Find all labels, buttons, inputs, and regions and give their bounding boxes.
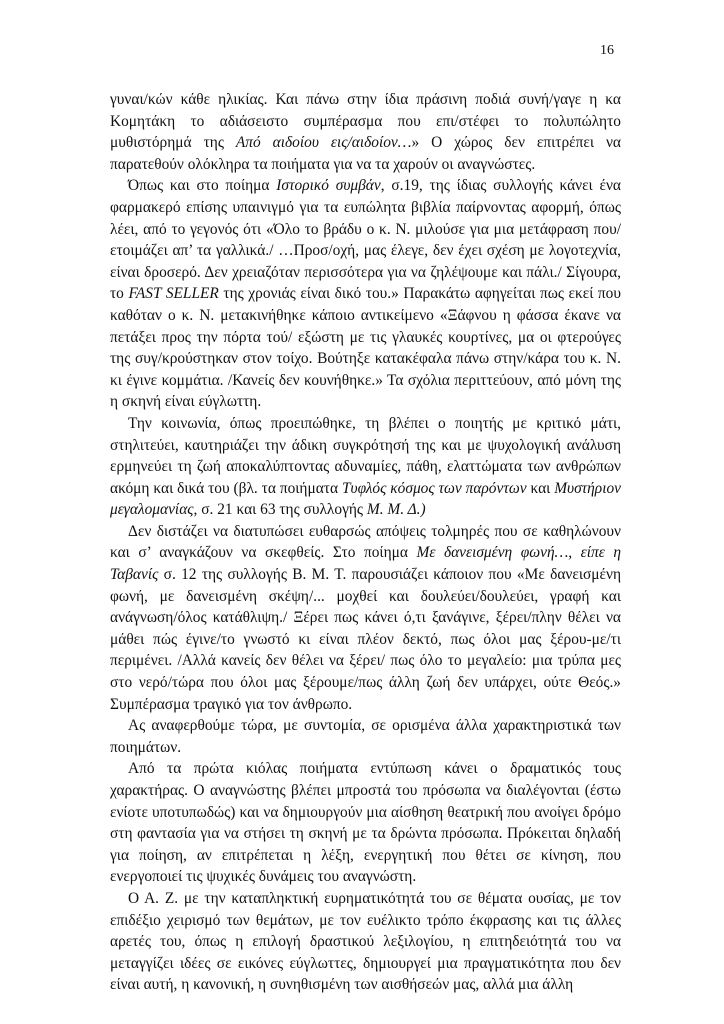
paragraph <box>110 758 621 888</box>
text-run: , σ.19, της ίδιας συλλογής κάνει ένα φαρμακερό επίσης υπαινιγμό για τα ευπώλητα βιβλία παίρνοντας αφορμή, όπως λέει, από το γεγονός ότι «Όλο το βράδυ ο κ. Ν. μιλούσε για μια μετάφραση που/ετοιμάζει απ’ τα γαλλικά./ …Προσ/οχή, μας έλεγε, δεν έχει σχέση με λογοτεχνία, είναι δροσερό. Δεν χρειαζόταν περισσότερα για να ζηλέψουμε και πάλι./ Σίγουρα, το <box>110 177 621 303</box>
text-run: Δεν διστάζει να διατυπώσει ευθαρσώς απόψεις τολμηρές που σε καθηλώνουν και σ’ αναγκάζουν να σκεφθείς. Στο ποίημα <box>110 522 621 562</box>
text-run: Την κοινωνία, όπως προειπώθηκε, τη βλέπει ο ποιητής με κριτικό μάτι, στηλιτεύει, καυτηριάζει την άδικη συγκρότησή της και με ψυχολογική ανάλυση ερμηνεύει τη ζωή αποκαλύπτοντας αδυναμίες, πάθη, ελαττώματα των ανθρώπων ακόμη και δικά του (βλ. τα ποιήματα <box>110 414 621 497</box>
text-run: , σ. 21 και 63 της συλλογής <box>193 501 367 519</box>
italic-title: Τυφλός κόσμος των παρόντων <box>341 479 527 497</box>
italic-title: Από αιδοίου εις/αιδοίον… <box>235 134 412 152</box>
paragraph <box>110 715 621 758</box>
body-text <box>110 89 621 996</box>
text-run: γυναι/κών κάθε ηλικίας. Και πάνω στην ίδια πράσινη ποδιά συνή/γαγε η κα Κομητάκη το αδιάσειστο συμπέρασμα που επι/στέφει το πολυπώλητο μυθιστόρημά της <box>110 91 621 152</box>
paragraph <box>110 89 621 175</box>
italic-title: Μ. Μ. Δ.) <box>366 501 426 519</box>
text-run: Από τα πρώτα κιόλας ποιήματα εντύπωση κάνει ο δραματικός τους χαρακτήρας. Ο αναγνώστης βλέπει μπροστά του πρόσωπα να διαλέγονται (έστω ενίοτε υποτυπωδώς) και να δημιουργούν μια αίσθηση θεατρική που ανοίγει δρόμο στη φαντασία για να στήσει τη σκηνή με τα δρώντα πρόσωπα. Πρόκειται δηλαδή για ποίηση, αν επιτρέπεται η λέξη, ενεργητική που θέτει σε κίνηση, που ενεργοποιεί τις ψυχικές δυνάμεις του αναγνώστη. <box>110 760 621 886</box>
text-run: Ας αναφερθούμε τώρα, με συντομία, σε ορισμένα άλλα χαρακτηριστικά των ποιημάτων. <box>110 717 621 756</box>
text-run: » Ο χώρος δεν επιτρέπει να παρατεθούν ολόκληρα τα ποιήματα για να τα χαρούν οι αναγνώστες. <box>110 134 622 173</box>
text-run: σ. 12 της συλλογής Β. Μ. Τ. παρουσιάζει κάποιον που «Με δανεισμένη φωνή, με δανεισμένη σκέψη/... μοχθεί και δουλεύει/δουλεύει, γραφή και ανάγνωση/όλος κατάθλιψη./ Ξέρει πως κάνει ό,τι ξανάγινε, ξέρει/πλην θέλει να μάθει πώς έγινε/το γνωστό κι είναι πλέον δεκτό, πως όλοι μας ξέρου-με/τι περιμένει. /Αλλά κανείς δεν θέλει να ξέρει/ πως όλο το μεγαλείο: μια τρύπα μες στο νερό/τώρα που όλοι μας ξέρουμε/πως άλλη ζωή δεν υπάρχει, ούτε Θεός.» Συμπέρασμα τραγικό για τον άνθρωπο. <box>110 566 621 713</box>
paragraph <box>110 888 621 996</box>
italic-title: FAST SELLER <box>128 285 219 303</box>
paragraph <box>110 175 621 413</box>
text-run: Ο Α. Ζ. με την καταπληκτική ευρηματικότητά του σε θέματα ουσίας, με τον επιδέξιο χειρισμό των θεμάτων, με τον ευέλικτο τρόπο έκφρασης και τις άλλες αρετές του, όπως η επιλογή δραστικού λεξιλογίου, η επιτηδειότητά του να μεταγγίζει ιδέες σε εικόνες εύγλωττες, δημιουργεί μια πραγματικότητα που δεν είναι αυτή, η κανονική, η συνηθισμένη των αισθήσεών μας, αλλά μια άλλη <box>110 889 621 994</box>
text-run: και <box>526 479 555 497</box>
paragraph <box>110 521 621 715</box>
text-run: Όπως και στο ποίημα <box>128 177 277 195</box>
italic-title: Μυστήριον μεγαλομανίας <box>110 479 621 519</box>
italic-title: Ιστορικό συμβάν <box>276 177 381 195</box>
page-number: 16 <box>600 43 614 58</box>
italic-title: Με δανεισμένη φωνή…, είπε η Ταβανίς <box>110 544 621 584</box>
paragraph <box>110 413 621 521</box>
text-run: της χρονιάς είναι δικό του.» Παρακάτω αφηγείται πως εκεί που καθόταν ο κ. Ν. μετακινήθηκε κάποιο αντικείμενο «Ξάφνου η φάσσα έκανε να πετάξει προς την πόρτα τού/ εξώστη με τις γλαυκές κουρτίνες, μα οι φτερούγες της συγ/κρούστηκαν στον τοίχο. Βούτηξε κατακέφαλα πάνω στην/κάρα του κ. Ν. κι έγινε κομμάτια. /Κανείς δεν κουνήθηκε.» Τα σχόλια περιττεύουν, από μόνη της η σκηνή είναι εύγλωττη. <box>110 285 621 411</box>
